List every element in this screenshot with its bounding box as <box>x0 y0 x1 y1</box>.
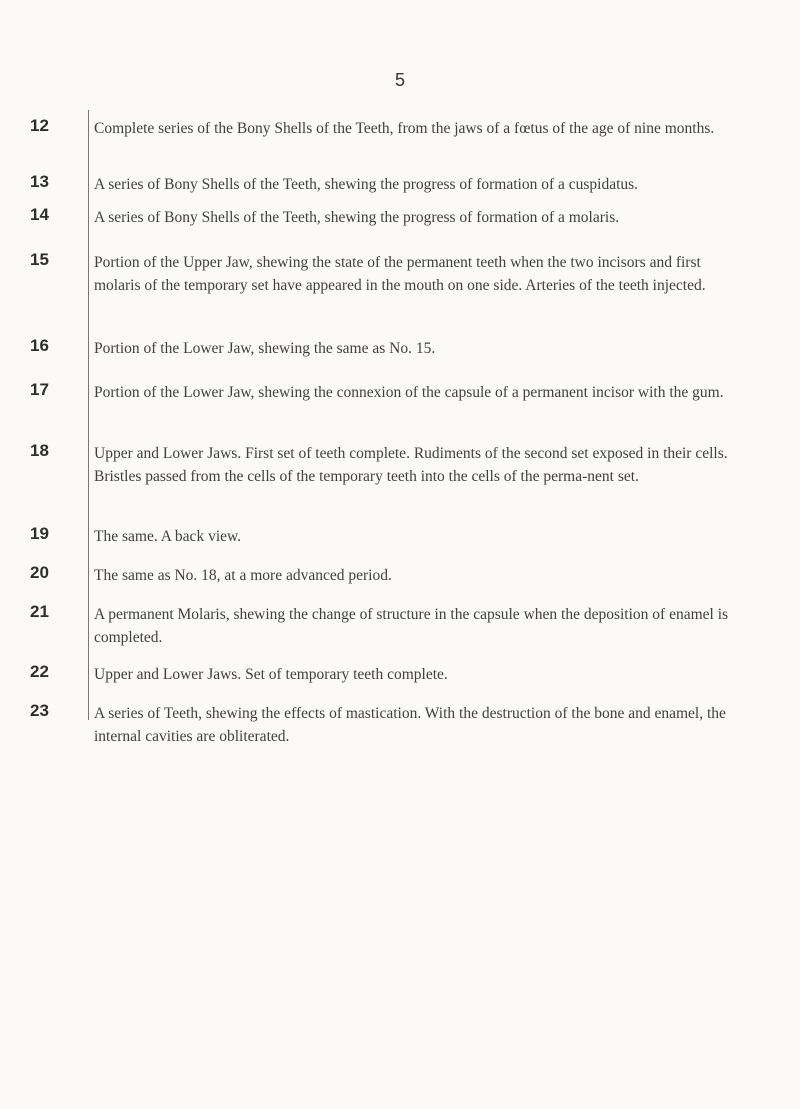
entry-number: 21 <box>30 602 49 621</box>
entry-number: 22 <box>30 662 49 681</box>
entry-description: Portion of the Upper Jaw, shewing the state of the permanent teeth when the two incisors and first molaris of the temporary set have appeared in the mouth on one side. Arteries of the teeth injected. <box>94 254 706 294</box>
entry-description: The same as No. 18, at a more advanced period. <box>94 567 392 584</box>
entry-description: Portion of the Lower Jaw, shewing the same as No. 15. <box>94 340 436 357</box>
entry-number: 14 <box>30 205 49 224</box>
entry-number: 13 <box>30 172 49 191</box>
entry-number: 12 <box>30 116 49 135</box>
entry-description: Upper and Lower Jaws. First set of teeth complete. Rudiments of the second set exposed in their cells. Bristles passed from the cells of the temporary teeth into the cells of the perma-nent set. <box>94 445 728 485</box>
column-divider <box>88 110 89 720</box>
entry-number: 15 <box>30 250 49 269</box>
entry-number: 18 <box>30 441 49 460</box>
entry-number: 16 <box>30 336 49 355</box>
entry-description: Upper and Lower Jaws. Set of temporary teeth complete. <box>94 666 448 683</box>
entry-description: A series of Bony Shells of the Teeth, shewing the progress of formation of a molaris. <box>94 209 620 226</box>
entry-number: 23 <box>30 701 49 720</box>
entry-number: 17 <box>30 380 49 399</box>
entry-description: Portion of the Lower Jaw, shewing the connexion of the capsule of a permanent incisor with the gum. <box>94 384 724 401</box>
entry-description: Complete series of the Bony Shells of the Teeth, from the jaws of a fœtus of the age of nine months. <box>94 120 715 137</box>
page-number: 5 <box>394 70 405 90</box>
entry-description: A permanent Molaris, shewing the change of structure in the capsule when the deposition of enamel is completed. <box>94 606 729 646</box>
entry-number: 19 <box>30 524 49 543</box>
entry-description: A series of Teeth, shewing the effects of mastication. With the destruction of the bone and enamel, the internal cavities are obliterated. <box>94 705 726 745</box>
entry-description: The same. A back view. <box>94 528 242 545</box>
entry-description: A series of Bony Shells of the Teeth, shewing the progress of formation of a cuspidatus. <box>94 176 639 193</box>
entry-number: 20 <box>30 563 49 582</box>
